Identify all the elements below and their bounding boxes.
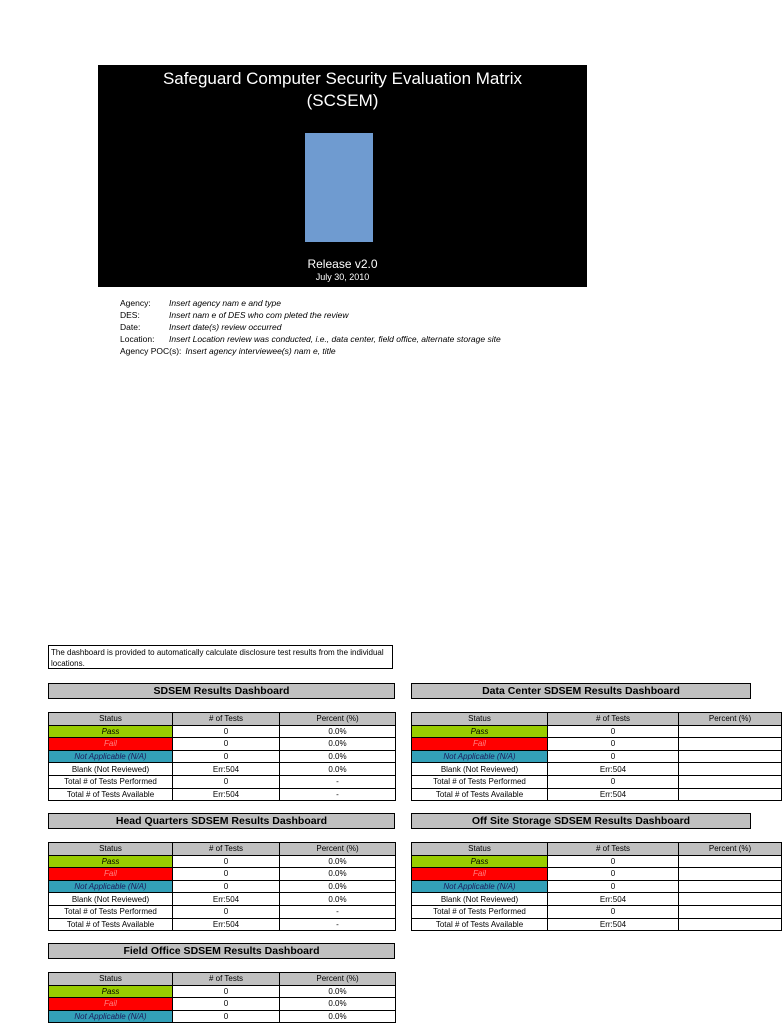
header-tests: # of Tests [548,713,679,726]
percent-cell [679,738,782,751]
table-row [412,855,782,868]
status-total-performed: Total # of Tests Performed [412,775,548,788]
percent-cell [679,763,782,776]
tests-cell: 0 [548,738,679,751]
status-fail: Fail [49,998,173,1011]
percent-cell [679,880,782,893]
table-row [49,1010,396,1023]
table-row [49,855,396,868]
table-row [49,763,396,776]
tests-cell: 0 [173,750,280,763]
percent-cell: - [280,788,396,801]
dashboard-title-clip [411,683,681,699]
percent-cell: - [280,905,396,918]
header-percent: Percent (%) [280,973,396,986]
dashboard-note: The dashboard is provided to automatically calculate disclosure test results from the individual locations. [48,645,393,669]
percent-cell: 0.0% [280,868,396,881]
status-total-performed: Total # of Tests Performed [49,775,173,788]
percent-cell: 0.0% [280,998,396,1011]
status-blank: Blank (Not Reviewed) [412,763,548,776]
table-header-row [49,713,396,726]
table-row [49,750,396,763]
info-block [120,297,501,357]
status-pass: Pass [49,855,173,868]
banner-title-line2: (SCSEM) [306,91,379,110]
table-row [49,738,396,751]
status-na: Not Applicable (N/A) [49,880,173,893]
tests-cell: Err:504 [173,893,280,906]
status-pass: Pass [49,985,173,998]
status-blank: Blank (Not Reviewed) [49,763,173,776]
info-label: Agency POC(s): [120,346,182,356]
percent-cell: 0.0% [280,750,396,763]
logo-rectangle [305,133,373,242]
percent-cell [679,725,782,738]
info-label: DES: [120,310,140,320]
status-na: Not Applicable (N/A) [49,750,173,763]
info-row-des [120,309,501,321]
info-label: Agency: [120,298,151,308]
info-label: Date: [120,322,141,332]
table-row [49,918,396,931]
status-total-performed: Total # of Tests Performed [49,905,173,918]
status-fail: Fail [412,868,548,881]
table-row [49,905,396,918]
table-row [412,880,782,893]
tests-cell: 0 [548,775,679,788]
tests-cell: Err:504 [548,893,679,906]
percent-cell: 0.0% [280,763,396,776]
percent-cell: 0.0% [280,985,396,998]
table-row [412,788,782,801]
percent-cell [679,788,782,801]
tests-cell: 0 [548,750,679,763]
table-row [49,775,396,788]
table-header-row [49,973,396,986]
percent-cell: - [280,775,396,788]
status-fail: Fail [49,738,173,751]
tests-cell: 0 [548,725,679,738]
header-status: Status [412,843,548,856]
info-value: Insert date(s) review occurred [169,322,282,332]
table-row [412,738,782,751]
dashboard-title-head-quarters: Head Quarters SDSEM Results Dashboard [48,813,395,829]
table-row [412,918,782,931]
percent-cell: 0.0% [280,893,396,906]
header-tests: # of Tests [173,843,280,856]
tests-cell: Err:504 [548,788,679,801]
banner-title-line1: Safeguard Computer Security Evaluation Matrix [162,69,523,88]
status-blank: Blank (Not Reviewed) [49,893,173,906]
table-row [49,868,396,881]
header-status: Status [49,713,173,726]
dashboard-table-head-quarters [48,842,396,931]
table-row [412,763,782,776]
percent-cell [679,918,782,931]
status-pass: Pass [412,725,548,738]
table-clip [48,972,398,1024]
percent-cell [679,775,782,788]
info-value: Insert agency nam e and type [169,298,281,308]
tests-cell: 0 [548,868,679,881]
header-status: Status [412,713,548,726]
percent-cell: 0.0% [280,1010,396,1023]
dashboard-table-off-site [411,842,782,931]
header-tests: # of Tests [548,843,679,856]
status-na: Not Applicable (N/A) [412,880,548,893]
tests-cell: 0 [173,1010,280,1023]
header-percent: Percent (%) [679,843,782,856]
dashboard-title-clip [411,813,691,829]
header-percent: Percent (%) [679,713,782,726]
tests-cell: 0 [173,775,280,788]
status-total-available: Total # of Tests Available [49,918,173,931]
status-blank: Blank (Not Reviewed) [412,893,548,906]
percent-cell: 0.0% [280,738,396,751]
status-fail: Fail [49,868,173,881]
table-row [412,868,782,881]
status-pass: Pass [49,725,173,738]
table-header-row [412,713,782,726]
percent-cell [679,855,782,868]
info-value: Insert agency interviewee(s) nam e, title [185,346,336,356]
percent-cell: 0.0% [280,880,396,893]
percent-cell: - [280,918,396,931]
tests-cell: Err:504 [173,788,280,801]
status-total-available: Total # of Tests Available [412,918,548,931]
tests-cell: 0 [173,880,280,893]
dashboard-title-off-site: Off Site Storage SDSEM Results Dashboard [411,813,751,829]
table-header-row [49,843,396,856]
info-row-agency [120,297,501,309]
dashboard-title-data-center: Data Center SDSEM Results Dashboard [411,683,751,699]
table-clip [411,712,752,802]
info-row-date [120,321,501,333]
tests-cell: 0 [173,985,280,998]
table-row [412,893,782,906]
status-total-performed: Total # of Tests Performed [412,905,548,918]
tests-cell: 0 [173,738,280,751]
table-row [49,880,396,893]
table-row [49,788,396,801]
tests-cell: 0 [548,905,679,918]
info-value: Insert Location review was conducted, i.e., data center, field office, alternate storage site [169,334,501,344]
status-pass: Pass [412,855,548,868]
dashboard-table-data-center [411,712,782,801]
status-na: Not Applicable (N/A) [49,1010,173,1023]
status-fail: Fail [412,738,548,751]
info-row-poc [120,345,501,357]
percent-cell [679,750,782,763]
percent-cell: 0.0% [280,725,396,738]
info-row-location [120,333,501,345]
info-value: Insert nam e of DES who com pleted the review [169,310,349,320]
table-row [49,725,396,738]
tests-cell: Err:504 [173,763,280,776]
tests-cell: Err:504 [173,918,280,931]
tests-cell: 0 [548,855,679,868]
tests-cell: 0 [173,725,280,738]
header-percent: Percent (%) [280,843,396,856]
table-row [49,998,396,1011]
header-status: Status [49,843,173,856]
dashboard-title-sdsem: SDSEM Results Dashboard [48,683,395,699]
header-tests: # of Tests [173,973,280,986]
table-clip [411,842,752,932]
tests-cell: Err:504 [548,763,679,776]
tests-cell: 0 [173,998,280,1011]
table-row [49,893,396,906]
percent-cell [679,893,782,906]
table-row [412,750,782,763]
title-banner [98,65,587,287]
table-header-row [412,843,782,856]
percent-cell: 0.0% [280,855,396,868]
status-total-available: Total # of Tests Available [412,788,548,801]
header-percent: Percent (%) [280,713,396,726]
tests-cell: Err:504 [548,918,679,931]
tests-cell: 0 [173,868,280,881]
percent-cell [679,868,782,881]
release-date: July 30, 2010 [315,272,370,282]
dashboard-table-field-office [48,972,396,1023]
table-row [412,725,782,738]
status-total-available: Total # of Tests Available [49,788,173,801]
header-status: Status [49,973,173,986]
release-version: Release v2.0 [307,257,378,271]
tests-cell: 0 [548,880,679,893]
tests-cell: 0 [173,855,280,868]
info-label: Location: [120,334,155,344]
dashboard-table-sdsem [48,712,396,801]
dashboard-title-field-office: Field Office SDSEM Results Dashboard [48,943,395,959]
tests-cell: 0 [173,905,280,918]
percent-cell [679,905,782,918]
table-row [412,775,782,788]
table-row [49,985,396,998]
table-row [412,905,782,918]
status-na: Not Applicable (N/A) [412,750,548,763]
header-tests: # of Tests [173,713,280,726]
